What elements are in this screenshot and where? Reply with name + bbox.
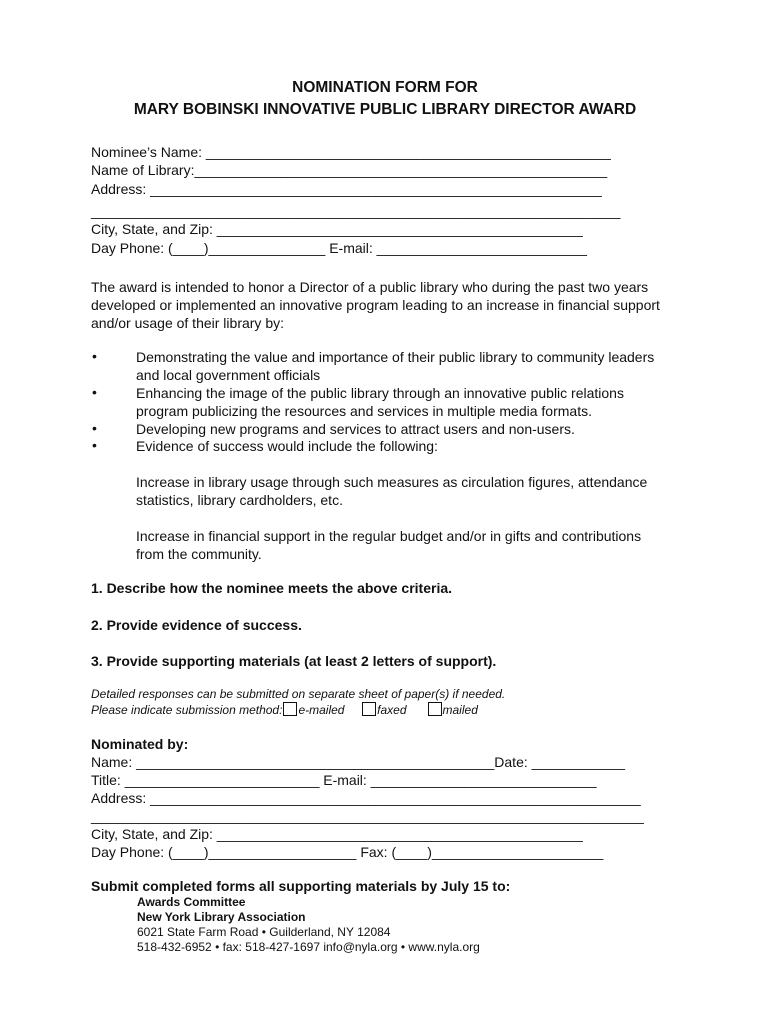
committee-name: Awards Committee — [137, 895, 246, 909]
detailed-responses-note: Detailed responses can be submitted on separate sheet of paper(s) if needed. — [91, 687, 506, 701]
emailed-label: e-mailed — [298, 703, 345, 717]
criteria-bullet-2: Enhancing the image of the public library through an innovative public relations program publicizing the resources and services in multiple media formats. — [136, 385, 624, 419]
bullet-marker: • — [92, 348, 97, 364]
library-name-field[interactable]: Name of Library:_____________________________________________________ — [91, 162, 608, 178]
nominator-name-date-field[interactable]: Name: ______________________________________________Date: ____________ — [91, 754, 626, 770]
bullet-marker: • — [92, 437, 97, 453]
association-name: New York Library Association — [137, 910, 306, 924]
submission-method-label: Please indicate submission method: — [91, 703, 283, 717]
question-2: 2. Provide evidence of success. — [91, 617, 302, 633]
question-1: 1. Describe how the nominee meets the above criteria. — [91, 580, 453, 596]
evidence-usage: Increase in library usage through such measures as circulation figures, attendance statistics, library cardholders, etc. — [136, 474, 648, 508]
intro-paragraph: The award is intended to honor a Director of a public library who during the past two years developed or implemented an innovative program leading to an increase in financial support and/or usage of their library by: — [91, 279, 660, 331]
nominee-address-line2[interactable]: ____________________________________________________________________ — [91, 203, 621, 219]
nominee-phone-email-field[interactable]: Day Phone: (____)_______________ E-mail: ___________________________ — [91, 240, 587, 256]
nominee-name-field[interactable]: Nominee’s Name: ____________________________________________________ — [91, 144, 611, 160]
contact-info: 518-432-6952 • fax: 518-427-1697 info@nyla.org • www.nyla.org — [137, 940, 480, 954]
mailing-address: 6021 State Farm Road • Guilderland, NY 12084 — [137, 925, 391, 939]
criteria-bullet-3: Developing new programs and services to attract users and non-users. — [136, 421, 575, 437]
emailed-checkbox[interactable] — [283, 702, 297, 716]
mailed-label: mailed — [442, 703, 478, 717]
criteria-bullet-4: Evidence of success would include the following: — [136, 438, 438, 454]
nominator-city-field[interactable]: City, State, and Zip: _______________________________________________ — [91, 826, 583, 842]
form-title-line2: MARY BOBINSKI INNOVATIVE PUBLIC LIBRARY DIRECTOR AWARD — [133, 101, 637, 118]
nominator-title-email-field[interactable]: Title: _________________________ E-mail: _____________________________ — [91, 772, 597, 788]
question-3: 3. Provide supporting materials (at least 2 letters of support). — [91, 653, 497, 669]
nominator-address-line2[interactable]: _______________________________________________________________________ — [91, 808, 644, 824]
nominator-address-field[interactable]: Address: _______________________________________________________________ — [91, 790, 641, 806]
form-title-line1: NOMINATION FORM FOR — [292, 79, 478, 96]
bullet-marker: • — [92, 420, 97, 436]
nominated-by-heading: Nominated by: — [91, 736, 189, 752]
criteria-bullet-1: Demonstrating the value and importance of their public library to community leaders and local government officials — [136, 349, 655, 383]
submission-method-row — [91, 702, 478, 717]
faxed-label: faxed — [377, 703, 407, 717]
faxed-checkbox[interactable] — [362, 702, 376, 716]
mailed-checkbox[interactable] — [428, 702, 442, 716]
evidence-financial: Increase in financial support in the regular budget and/or in gifts and contributions from the community. — [136, 528, 642, 562]
nominator-phone-fax-field[interactable]: Day Phone: (____)___________________ Fax: (____)______________________ — [91, 844, 604, 860]
nominee-address-field[interactable]: Address: __________________________________________________________ — [91, 181, 602, 197]
bullet-marker: • — [92, 384, 97, 400]
submit-heading: Submit completed forms all supporting materials by July 15 to: — [91, 878, 511, 894]
nominee-city-field[interactable]: City, State, and Zip: _______________________________________________ — [91, 221, 583, 237]
